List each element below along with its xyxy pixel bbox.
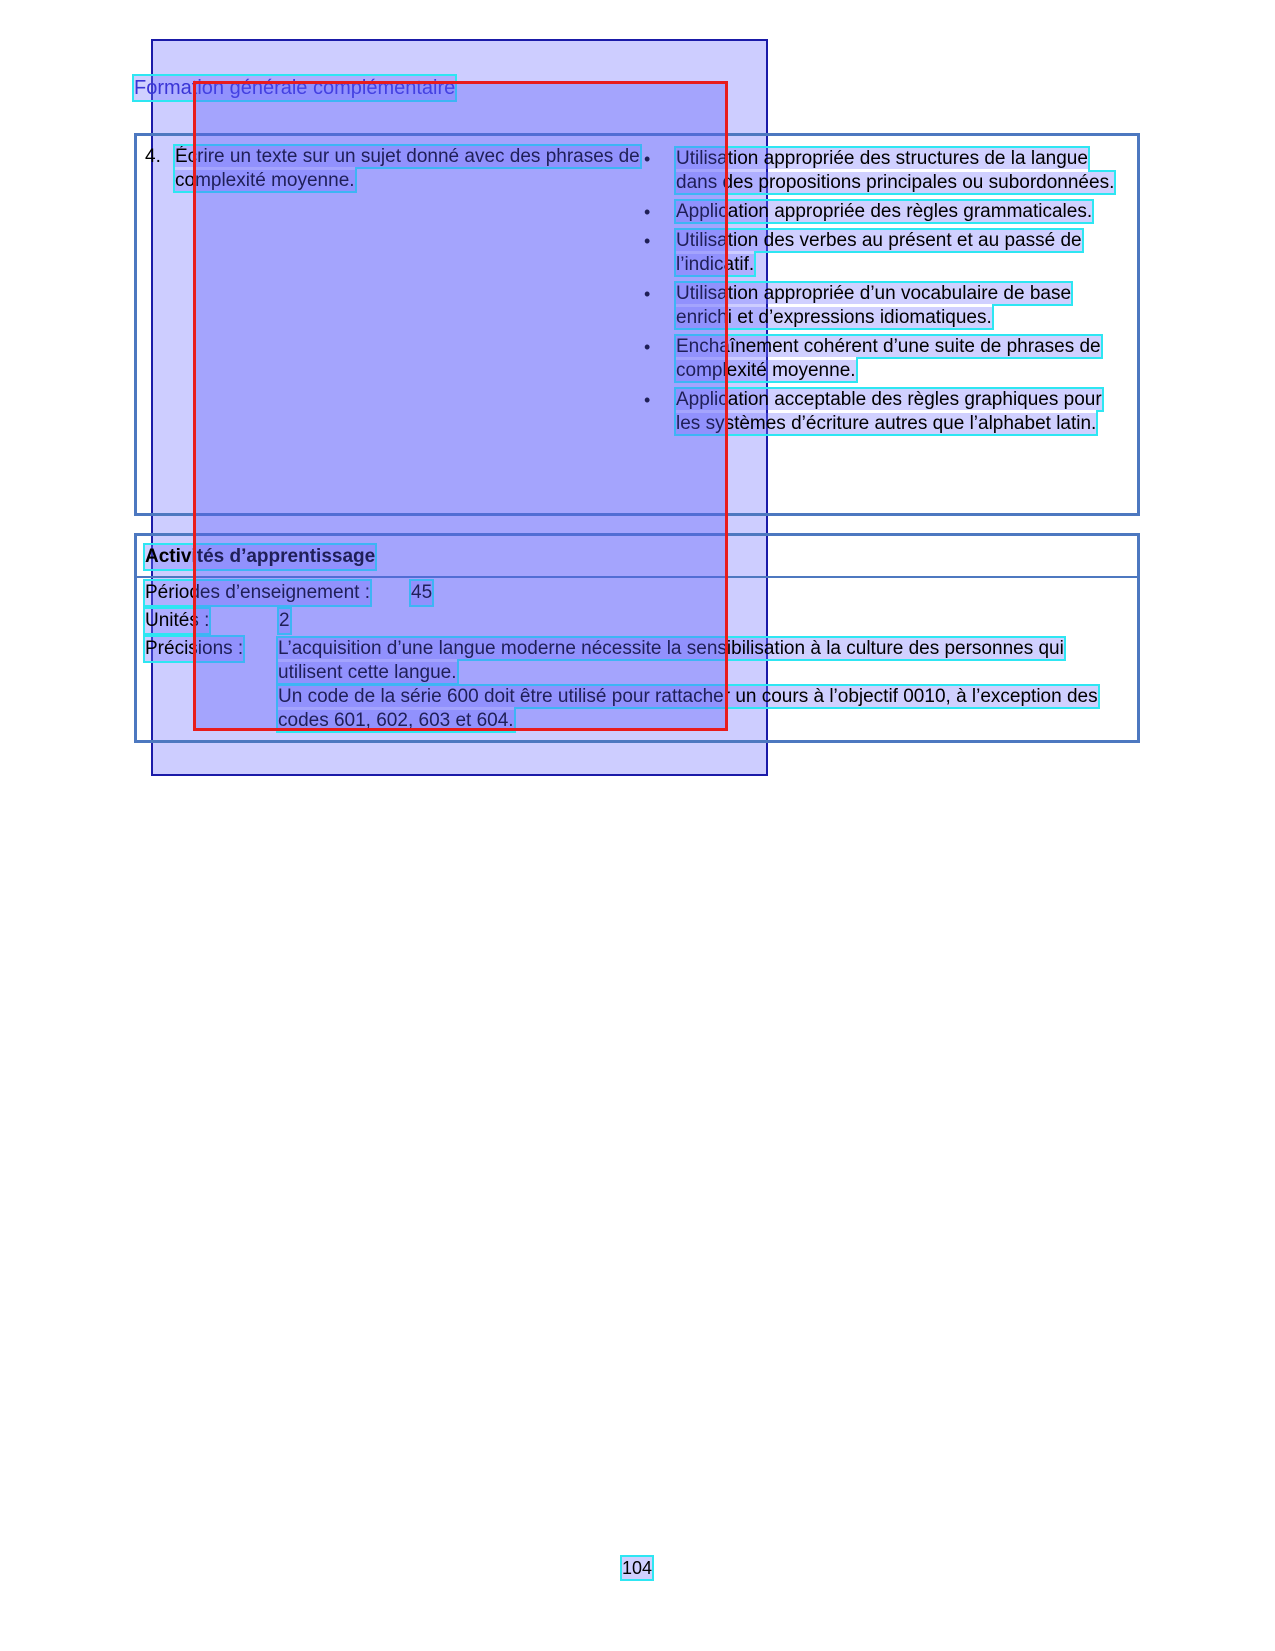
criterion-item: • Utilisation des verbes au présent et au passé de l’indicatif.	[644, 230, 1082, 275]
bullet-icon: •	[644, 231, 651, 251]
bullet-icon: •	[644, 149, 651, 169]
criterion-item: • Utilisation appropriée d’un vocabulaire de base enrichi et d’expressions idiomatiques.	[644, 283, 1072, 328]
objective-number: 4.	[145, 146, 161, 167]
precision-paragraph: L’acquisition d’une langue moderne nécessite la sensibilisation à la culture des personnes qui utilisent cette langue.	[278, 638, 1064, 683]
section-title: Formation générale complémentaire	[134, 77, 456, 99]
objective-text-content: Écrire un texte sur un sujet donné avec des phrases de complexité moyenne.	[175, 146, 640, 191]
overlay-region-inner	[193, 81, 728, 731]
bullet-icon: •	[644, 202, 651, 222]
criterion-item: • Application appropriée des règles grammaticales.	[644, 201, 1093, 222]
periods-value: 45	[411, 582, 433, 603]
criterion-item: • Enchaînement cohérent d’une suite de phrases de complexité moyenne.	[644, 336, 1101, 381]
criterion-item: • Application acceptable des règles graphiques pour les systèmes d’écriture autres que l’alphabet latin.	[644, 389, 1102, 434]
units-label: Unités :	[145, 610, 210, 631]
precision-paragraph: Un code de la série 600 doit être utilisé pour rattacher un cours à l’objectif 0010, à l’exception des codes 601, 602, 603 et 604.	[278, 686, 1098, 731]
periods-label: Périodes d’enseignement :	[145, 582, 370, 603]
page-number: 104	[622, 1558, 653, 1578]
criterion-item: • Utilisation appropriée des structures de la langue dans des propositions principales ou subordonnées.	[644, 148, 1115, 193]
activities-title: Activités d’apprentissage	[145, 546, 376, 567]
precisions-label: Précisions :	[145, 638, 244, 659]
bullet-icon: •	[644, 390, 651, 410]
units-value: 2	[279, 610, 290, 631]
bullet-icon: •	[644, 337, 651, 357]
bullet-icon: •	[644, 284, 651, 304]
